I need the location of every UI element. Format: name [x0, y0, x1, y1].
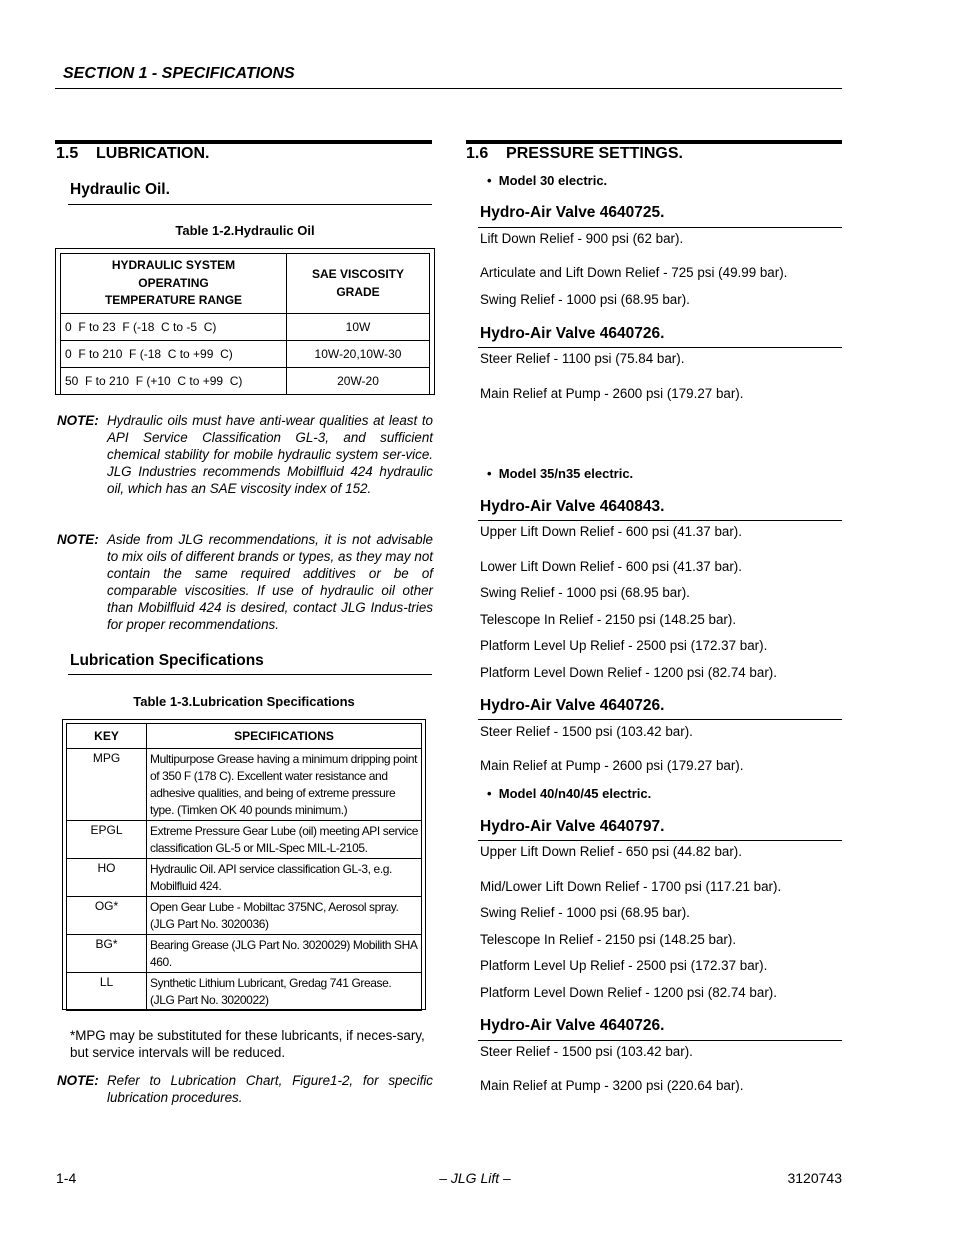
lubrication-specifications-title: Lubrication Specifications [70, 652, 264, 669]
pressure-item: Main Relief at Pump - 3200 psi (220.64 bar). [480, 1078, 744, 1093]
pressure-item: Swing Relief - 1000 psi (68.95 bar). [480, 585, 690, 600]
valve-rule [478, 840, 842, 841]
note-text: Hydraulic oils must have anti-wear qualities at least to API Service Classification GL-3, and sufficient chemical stability for mobile hydraulic system ser-vice. JLG Industries recommends Mobilfluid 424 hydraulic oil, which has an SAE viscosity index of 152. [107, 413, 433, 496]
table-row [61, 368, 430, 395]
pressure-item: Upper Lift Down Relief - 600 psi (41.37 bar). [480, 524, 742, 539]
valve-title: Hydro-Air Valve 4640797. [480, 818, 665, 835]
pressure-item: Steer Relief - 1500 psi (103.42 bar). [480, 724, 693, 739]
pressure-item: Swing Relief - 1000 psi (68.95 bar). [480, 292, 690, 307]
table-row [67, 973, 422, 1011]
valve-title: Hydro-Air Valve 4640725. [480, 204, 665, 221]
section-rule-pressure [466, 140, 842, 144]
pressure-item: Upper Lift Down Relief - 650 psi (44.82 bar). [480, 844, 742, 859]
specifications-header: SPECIFICATIONS [147, 724, 422, 749]
table-row [67, 859, 422, 897]
table-row [61, 314, 430, 341]
spec-cell: Extreme Pressure Gear Lube (oil) meeting API service classification GL-5 or MIL-Spec MIL-L-2105. [147, 821, 422, 859]
valve-title: Hydro-Air Valve 4640726. [480, 1017, 665, 1034]
note-label: NOTE: [57, 1073, 99, 1088]
valve-rule [478, 1040, 842, 1041]
pressure-item: Steer Relief - 1100 psi (75.84 bar). [480, 351, 685, 366]
viscosity-grade-cell: 20W-20 [287, 368, 430, 395]
key-cell: HO [67, 859, 147, 897]
valve-rule [478, 227, 842, 228]
section-header: SECTION 1 - SPECIFICATIONS [63, 65, 295, 82]
hydraulic-oil-rule [68, 204, 432, 205]
table-row [61, 341, 430, 368]
spec-cell: Synthetic Lithium Lubricant, Gredag 741 Grease. (JLG Part No. 3020022) [147, 973, 422, 1011]
table-row [67, 935, 422, 973]
spec-cell: Open Gear Lube - Mobiltac 375NC, Aerosol spray. (JLG Part No. 3020036) [147, 897, 422, 935]
viscosity-grade-cell: 10W-20,10W-30 [287, 341, 430, 368]
viscosity-grade-cell: 10W [287, 314, 430, 341]
hydraulic-oil-title: Hydraulic Oil. [70, 181, 170, 198]
pressure-item: Main Relief at Pump - 2600 psi (179.27 bar). [480, 386, 744, 401]
spec-cell: Hydraulic Oil. API service classification GL-3, e.g. Mobilfluid 424. [147, 859, 422, 897]
pressure-item: Platform Level Up Relief - 2500 psi (172.37 bar). [480, 958, 768, 973]
pressure-item: Telescope In Relief - 2150 psi (148.25 bar). [480, 932, 737, 947]
spec-cell: Multipurpose Grease having a minimum dripping point of 350 F (178 C). Excellent water resistance and adhesive qualities, and being of extreme pressure type. (Timken OK 40 pounds minimum.) [147, 749, 422, 821]
key-cell: OG* [67, 897, 147, 935]
table-1-2-col1-header: HYDRAULIC SYSTEM OPERATING TEMPERATURE RANGE [61, 254, 287, 314]
pressure-item: Steer Relief - 1500 psi (103.42 bar). [480, 1044, 693, 1059]
note-lubrication-chart [57, 1072, 433, 1108]
table-row [67, 821, 422, 859]
table-row [67, 749, 422, 821]
model-40-bullet: • Model 40/n40/45 electric. [487, 786, 652, 801]
table-1-2-col2-header: SAE VISCOSITY GRADE [287, 254, 430, 314]
table-row [67, 897, 422, 935]
header-rule [55, 88, 842, 89]
valve-rule [478, 719, 842, 720]
pressure-item: Platform Level Up Relief - 2500 psi (172.37 bar). [480, 638, 768, 653]
note-label: NOTE: [57, 413, 99, 428]
footer-title: – JLG Lift – [439, 1170, 511, 1186]
key-cell: EPGL [67, 821, 147, 859]
valve-title: Hydro-Air Valve 4640726. [480, 697, 665, 714]
section-rule-lubrication [55, 140, 432, 144]
spec-cell: Bearing Grease (JLG Part No. 3020029) Mobilith SHA 460. [147, 935, 422, 973]
valve-rule [478, 520, 842, 521]
valve-rule [478, 347, 842, 348]
page-number: 1-4 [56, 1170, 77, 1186]
pressure-item: Mid/Lower Lift Down Relief - 1700 psi (117.21 bar). [480, 879, 782, 894]
pressure-item: Swing Relief - 1000 psi (68.95 bar). [480, 905, 690, 920]
note-hydraulic-oils [57, 412, 433, 516]
temperature-range-cell: 50 F to 210 F (+10 C to +99 C) [61, 368, 287, 395]
lubrication-specifications-rule [68, 674, 432, 675]
mpg-footnote: *MPG may be substituted for these lubricants, if neces-sary, but service intervals will be reduced. [70, 1028, 425, 1060]
note-text: Refer to Lubrication Chart, Figure1-2, for specific lubrication procedures. [107, 1073, 433, 1105]
document-number: 3120743 [787, 1170, 842, 1186]
table-1-3-caption: Table 1-3.Lubrication Specifications [133, 694, 355, 709]
hydraulic-oil-table [55, 248, 435, 395]
note-mixing-oils [57, 531, 433, 635]
key-cell: BG* [67, 935, 147, 973]
key-cell: LL [67, 973, 147, 1011]
key-header: KEY [67, 724, 147, 749]
pressure-item: Articulate and Lift Down Relief - 725 psi (49.99 bar). [480, 265, 788, 280]
pressure-item: Main Relief at Pump - 2600 psi (179.27 bar). [480, 758, 744, 773]
pressure-item: Lift Down Relief - 900 psi (62 bar). [480, 231, 684, 246]
model-30-bullet: • Model 30 electric. [487, 173, 608, 188]
lubrication-specifications-table [62, 719, 426, 1010]
temperature-range-cell: 0 F to 23 F (-18 C to -5 C) [61, 314, 287, 341]
lubrication-heading: 1.5 LUBRICATION. [56, 145, 210, 162]
pressure-item: Platform Level Down Relief - 1200 psi (82.74 bar). [480, 665, 777, 680]
pressure-item: Lower Lift Down Relief - 600 psi (41.37 bar). [480, 559, 742, 574]
pressure-settings-heading: 1.6 PRESSURE SETTINGS. [466, 145, 683, 162]
temperature-range-cell: 0 F to 210 F (-18 C to +99 C) [61, 341, 287, 368]
valve-title: Hydro-Air Valve 4640726. [480, 325, 665, 342]
pressure-item: Telescope In Relief - 2150 psi (148.25 bar). [480, 612, 737, 627]
model-35-bullet: • Model 35/n35 electric. [487, 466, 634, 481]
key-cell: MPG [67, 749, 147, 821]
note-text: Aside from JLG recommendations, it is not advisable to mix oils of different brands or types, as they may not contain the same required additives or be of comparable viscosities. If use of hydraulic oil other than Mobilfluid 424 is desired, contact JLG Indus-tries for proper recommendations. [107, 532, 433, 632]
note-label: NOTE: [57, 532, 99, 547]
pressure-item: Platform Level Down Relief - 1200 psi (82.74 bar). [480, 985, 777, 1000]
table-1-2-caption: Table 1-2.Hydraulic Oil [175, 223, 315, 238]
valve-title: Hydro-Air Valve 4640843. [480, 498, 665, 515]
